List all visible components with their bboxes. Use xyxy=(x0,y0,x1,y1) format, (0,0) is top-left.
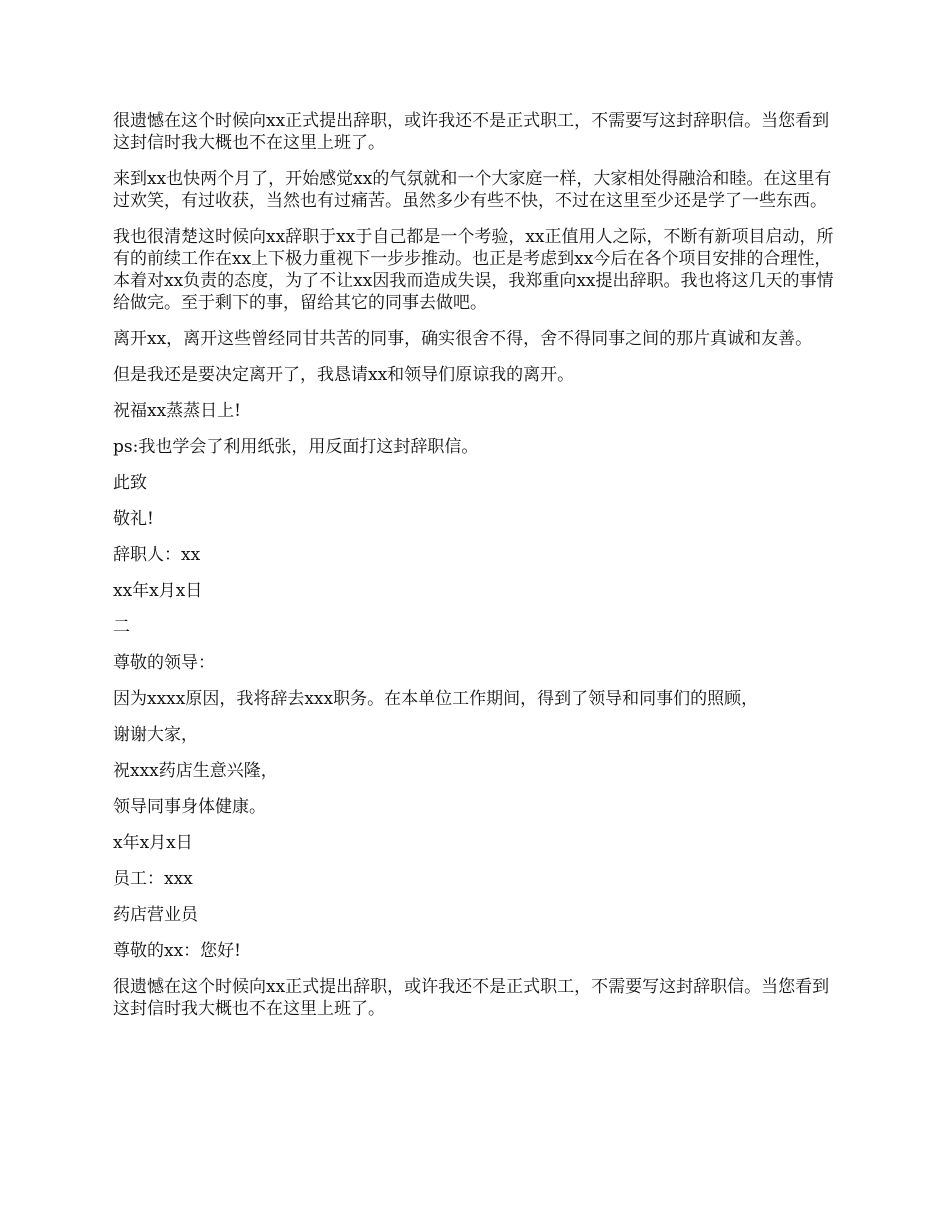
wish-line-1: 祝xxx药店生意兴隆， xyxy=(113,761,278,781)
paragraph-4: 离开xx，离开这些曾经同甘共苦的同事，确实很舍不得，舍不得同事之间的那片真诚和友善。 xyxy=(113,329,813,349)
paragraph-3: 我也很清楚这时候向xx辞职于xx于自己都是一个考验，xx正值用人之际，不断有新项目启动，所有的前续工作在xx上下极力重视下一步步推动。也正是考虑到xx今后在各个项目安排的合理性，本着对xx负责的态度，为了不让xx因我而造成失误，我郑重向xx提出辞职。我也将这几天的事情给做完。至于剩下的事，留给其它的同事去做吧。 xyxy=(113,227,834,313)
salutation-2: 尊敬的领导： xyxy=(113,653,215,673)
section-number: 二 xyxy=(113,617,130,637)
employee-line: 员工：xxx xyxy=(113,869,193,889)
paragraph-1: 很遗憾在这个时候向xx正式提出辞职，或许我还不是正式职工，不需要写这封辞职信。当您看到这封信时我大概也不在这里上班了。 xyxy=(113,111,830,153)
date-line-2: x年x月x日 xyxy=(113,833,193,853)
closing-jingli: 敬礼! xyxy=(113,509,154,529)
position-line: 药店营业员 xyxy=(113,905,198,925)
paragraph-2: 来到xx也快两个月了，开始感觉xx的气氛就和一个大家庭一样，大家相处得融洽和睦。在这里有过欢笑，有过收获，当然也有过痛苦。虽然多少有些不快，不过在这里至少还是学了一些东西。 xyxy=(113,169,832,211)
body-2: 因为xxxx原因，我将辞去xxx职务。在本单位工作期间，得到了领导和同事们的照顾， xyxy=(113,689,759,709)
wish-line-2: 领导同事身体健康。 xyxy=(113,797,266,817)
document-body xyxy=(113,110,843,1034)
date-line: xx年x月x日 xyxy=(113,581,203,601)
thanks-line: 谢谢大家， xyxy=(113,725,198,745)
paragraph-final: 很遗憾在这个时候向xx正式提出辞职，或许我还不是正式职工，不需要写这封辞职信。当您看到这封信时我大概也不在这里上班了。 xyxy=(113,977,830,1019)
salutation-3: 尊敬的xx：您好! xyxy=(113,941,242,961)
signature-line: 辞职人：xx xyxy=(113,545,201,565)
closing-cizhi: 此致 xyxy=(113,473,147,493)
ps-line: ps:我也学会了利用纸张，用反面打这封辞职信。 xyxy=(113,437,479,457)
paragraph-5: 但是我还是要决定离开了，我恳请xx和领导们原谅我的离开。 xyxy=(113,365,575,385)
blessing-line: 祝福xx蒸蒸日上! xyxy=(113,401,242,421)
